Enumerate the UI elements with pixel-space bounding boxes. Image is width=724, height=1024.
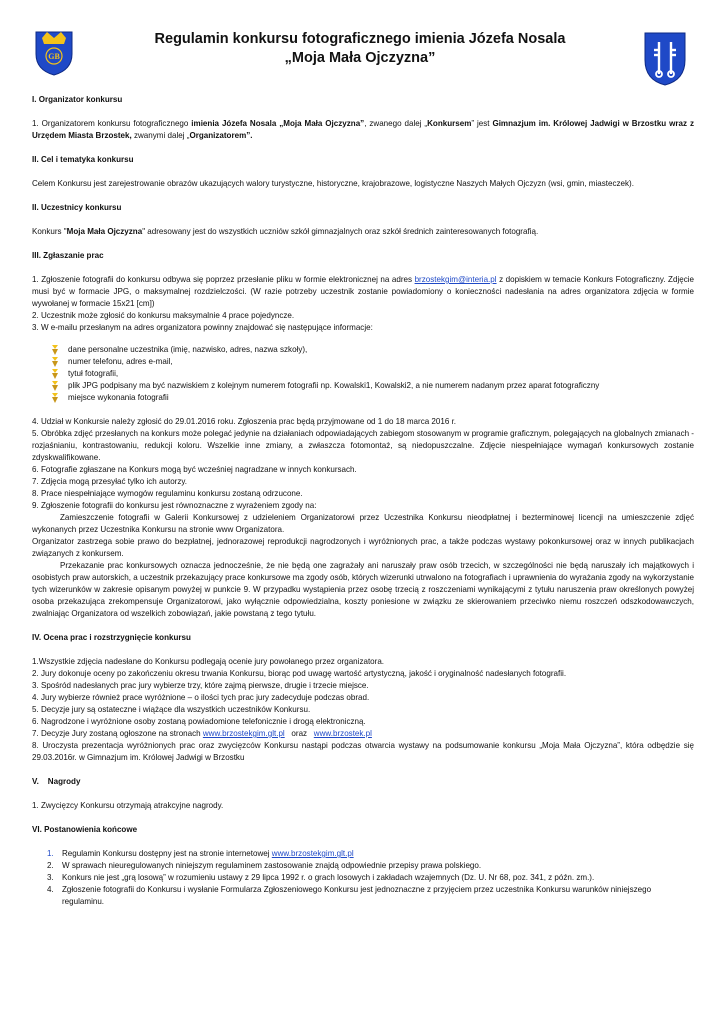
section-heading-participants: II. Uczestnicy konkursu <box>32 203 122 212</box>
arrow-bullet-icon <box>50 393 60 403</box>
arrow-bullet-icon <box>50 369 60 379</box>
submission-point-4: 4. Udział w Konkursie należy zgłosić do 29.01.2016 roku. Zgłoszenia prac będą przyjmowane od 1 do 18 marca 2016 r. <box>32 417 457 426</box>
list-item: tytuł fotografii, <box>32 368 694 380</box>
list-item: 4. Zgłoszenie fotografii do Konkursu i wysłanie Formularza Zgłoszeniowego Konkursu jest jednoznaczne z przyjęciem przez uczestnika Konkursu warunków niniejszego regulaminu. <box>47 885 652 906</box>
evaluation-point-8: 8. Uroczysta prezentacja wyróżnionych prac oraz zwycięzców Konkursu nastąpi podczas otwarcia wystawy na podsumowanie konkursu „Moja Mała Ojczyzna”, która odbędzie się 29.03.2016r. w Gimnazjum im. Królowej Jadwigi w Brzostku <box>32 741 694 762</box>
title-line-2: „Moja Mała Ojczyzna” <box>284 50 436 66</box>
submission-point-8: 8. Prace niespełniające wymogów regulaminu konkursu zostaną odrzucone. <box>32 489 303 498</box>
list-item: 2. W sprawach nieuregulowanych niniejszym regulaminem zastosowanie znajdą odpowiednie przepisy prawa polskiego. <box>47 861 482 870</box>
title-line-1: Regulamin konkursu fotograficznego imienia Józefa Nosala <box>154 31 566 47</box>
town-coat-of-arms-logo <box>642 30 688 86</box>
school-crest-logo <box>32 28 76 76</box>
section-heading-evaluation: IV. Ocena prac i rozstrzygnięcie konkursu <box>32 633 191 642</box>
list-item: miejsce wykonania fotografii <box>32 392 694 404</box>
organizer-paragraph: 1. Organizatorem konkursu fotograficznego imienia Józefa Nosala „Moja Mała Ojczyzna”, zwanego dalej „Konkursem” jest Gimnazjum im. Królowej Jadwigi w Brzostku wraz z Urzędem Miasta Brzostek, zwanymi dalej „Organizatorem”. <box>32 119 694 140</box>
evaluation-point-4: 4. Jury wybierze również prace wyróżnione – o ilości tych prac jury zadecyduje podczas obrad. <box>32 693 370 702</box>
email-link[interactable]: brzostekgim@interia.pl <box>414 275 497 284</box>
arrow-bullet-icon <box>50 357 60 367</box>
evaluation-point-2: 2. Jury dokonuje oceny po zakończeniu okresu trwania Konkursu, biorąc pod uwagę wartość artystyczną, jakość i oryginalność nadesłanych fotografii. <box>32 669 567 678</box>
school-website-link[interactable]: www.brzostekgim.glt.pl <box>202 729 285 738</box>
participants-paragraph: Konkurs "Moja Mała Ojczyzna" adresowany jest do wszystkich uczniów szkół gimnazjalnych oraz szkół średnich zainteresowanych fotografią. <box>32 227 539 236</box>
submission-point-6: 6. Fotografie zgłaszane na Konkurs mogą być wcześniej nagradzane w innych konkursach. <box>32 465 357 474</box>
evaluation-point-7: 7. Decyzje Jury zostaną ogłoszone na stronach www.brzostekgim.glt.pl oraz www.brzostek.pl <box>32 729 372 738</box>
list-item: plik JPG podpisany ma być nazwiskiem z kolejnym numerem fotografii np. Kowalski1, Kowalski2, a nie numerem nadanym przez aparat fotograficzny <box>32 380 694 392</box>
submission-point-2: 2. Uczestnik może zgłosić do konkursu maksymalnie 4 prace pojedyncze. <box>32 311 295 320</box>
list-item: 1. Regulamin Konkursu dostępny jest na stronie internetowej www.brzostekgim.glt.pl <box>47 849 354 858</box>
arrow-bullet-icon <box>50 381 60 391</box>
submission-point-9: 9. Zgłoszenie fotografii do konkursu jest równoznaczne z wyrażeniem zgody na: <box>32 501 317 510</box>
section-heading-submission: III. Zgłaszanie prac <box>32 251 104 260</box>
section-heading-final: VI. Postanowienia końcowe <box>32 825 138 834</box>
consent-gallery-paragraph: Zamieszczenie fotografii w Galerii Konkursowej z udzieleniem Organizatorowi przez Uczestnika Konkursu nieodpłatnej i bezterminowej licencji na umieszczenie zdjęć wykonanych przez Uczestnika Konkursu na stronie www Organizatora. <box>32 513 694 534</box>
evaluation-point-5: 5. Decyzje jury są ostateczne i wiążące dla wszystkich uczestników Konkursu. <box>32 705 311 714</box>
list-item: numer telefonu, adres e-mail, <box>32 356 694 368</box>
email-info-list <box>32 344 694 404</box>
section-heading-goal: II. Cel i tematyka konkursu <box>32 155 134 164</box>
regulations-website-link[interactable]: www.brzostekgim.glt.pl <box>271 849 354 858</box>
town-website-link[interactable]: www.brzostek.pl <box>313 729 372 738</box>
list-item: dane personalne uczestnika (imię, nazwisko, adres, nazwa szkoły), <box>32 344 694 356</box>
section-heading-organizer: I. Organizator konkursu <box>32 95 123 104</box>
prizes-point-1: 1. Zwycięzcy Konkursu otrzymają atrakcyjne nagrody. <box>32 801 224 810</box>
arrow-bullet-icon <box>50 345 60 355</box>
submission-point-7: 7. Zdjęcia mogą przesyłać tylko ich autorzy. <box>32 477 188 486</box>
submission-point-1: 1. Zgłoszenie fotografii do konkursu odbywa się poprzez przesłanie pliku w formie elektronicznej na adres brzostekgim@interia.pl z dopiskiem w temacie Konkurs Fotograficzny. Zdjęcie musi być w formacie JPG, o maksymalnej rozdzielczości. (W razie potrzeby uczestnik zostanie powiadomiony o konieczności nadesłania na adres organizatora zdjęcia w formie wywołanej w formacie 15x21 [cm]) <box>32 275 694 308</box>
evaluation-point-6: 6. Nagrodzone i wyróżnione osoby zostaną powiadomione telefonicznie i drogą elektroniczną. <box>32 717 366 726</box>
third-party-rights-paragraph: Przekazanie prac konkursowych oznacza jednocześnie, że nie będą one zagrażały ani naruszały praw osób trzecich, w szczególności nie będą naruszały ich majątkowych i osobistych praw autorskich, a uczestnik przekazujący prace konkursowe ma zgody osób, których wizerunki utrwalono na fotografiach i uprawnienia do wyrażania zgody na wykorzystanie tych wizerunków w zakresie opisanym powyżej w punkcie 9. W przypadku wystąpienia przez osobę trzecią z roszczeniami wynikającymi z tytułu naruszenia praw określonych powyżej osoba przekazująca zrekompensuje Organizatorowi, jako wyłącznie odpowiedzialna, koszty poniesione w związku ze skierowaniem przeciwko niemu roszczeń odszkodowawczych, zwalniając Organizatora od wszelkich zobowiązań, jakie powstaną z tego tytułu. <box>32 561 694 618</box>
list-item: 3. Konkurs nie jest „grą losową” w rozumieniu ustawy z 29 lipca 1992 r. o grach losowych i zakładach wzajemnych (Dz. U. Nr 68, poz. 341, z późn. zm.). <box>47 873 595 882</box>
submission-point-5: 5. Obróbka zdjęć przesłanych na konkurs może polegać jedynie na działaniach odpowiadających zabiegom stosowanym w programie graficznym, polegających na globalnych zmianach - rozjaśnianiu, kontrastowaniu, redukcji koloru. Wszelkie inne zmiany, a zwłaszcza fotomontaż, są niedopuszczalne. Zdjęcie niespełniające wymagań konkursowych zostanie zdyskwalifikowane. <box>32 429 694 462</box>
goal-paragraph: Celem Konkursu jest zarejestrowanie obrazów ukazujących walory turystyczne, historyczne, krajobrazowe, logistyczne Naszych Małych Ojczyzn (wsi, gmin, miasteczek). <box>32 179 634 188</box>
page-title <box>80 30 640 68</box>
submission-point-3: 3. W e-mailu przesłanym na adres organizatora powinny znajdować się następujące informacje: <box>32 323 373 332</box>
crest-letters: GB <box>48 52 60 61</box>
evaluation-point-3: 3. Spośród nadesłanych prac jury wybierze trzy, które zajmą pierwsze, drugie i trzecie miejsce. <box>32 681 369 690</box>
section-heading-prizes: V. Nagrody <box>32 777 81 786</box>
evaluation-point-1: 1.Wszystkie zdjęcia nadesłane do Konkursu podlegają ocenie jury powołanego przez organizatora. <box>32 657 385 666</box>
final-provisions-list <box>32 848 694 908</box>
document-body <box>32 94 694 908</box>
reproduction-rights-paragraph: Organizator zastrzega sobie prawo do bezpłatnej, jednorazowej reprodukcji nagrodzonych i wyróżnionych prac, a także podczas wystawy pokonkursowej oraz w innych publikacjach związanych z konkursem. <box>32 537 694 558</box>
